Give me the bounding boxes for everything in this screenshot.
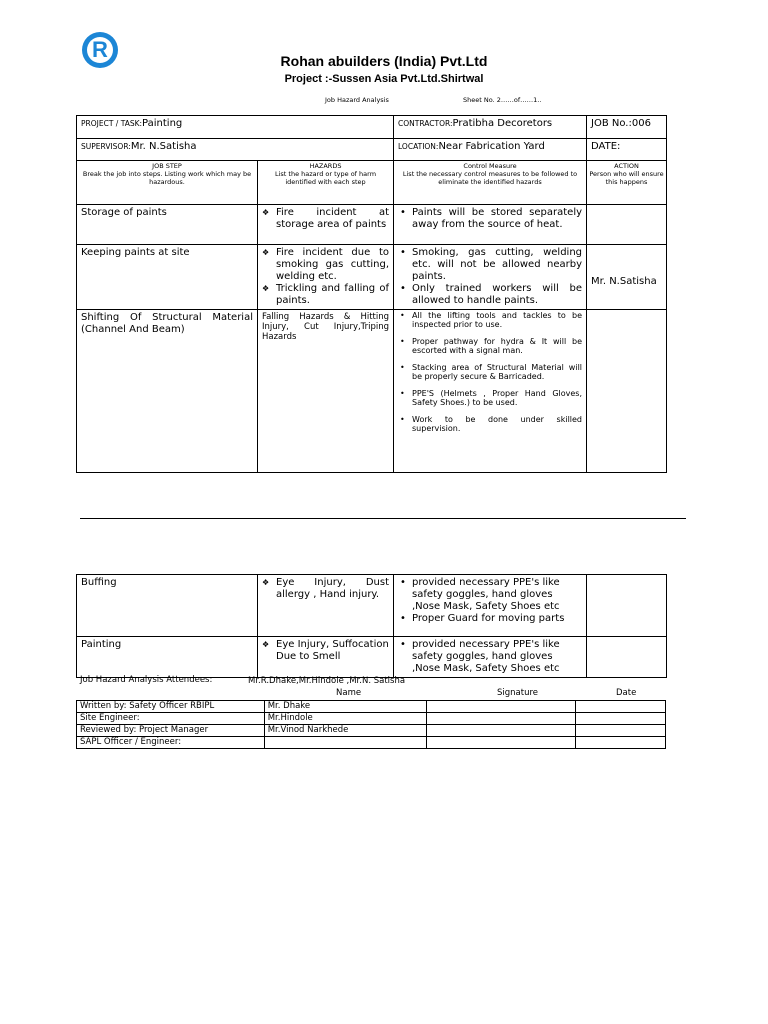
sheet-number: Sheet No. 2……of……1..	[463, 96, 542, 104]
step-buffing: Buffing	[77, 575, 258, 637]
signoff-row: Reviewed by: Project Manager Mr.Vinod Narkhede	[77, 725, 666, 737]
step-storage: Storage of paints	[77, 205, 258, 245]
control-item: • Proper Guard for moving parts	[398, 613, 582, 625]
control-item: • All the lifting tools and tackles to be inspected prior to use.	[398, 312, 582, 329]
signoff-row: Site Engineer: Mr.Hindole	[77, 713, 666, 725]
attendees-value: Mr.R.Dhake,Mr.Hindole ,Mr.N. Satisha	[248, 676, 406, 686]
job-number: JOB No.:006	[587, 116, 667, 139]
signoff-row: Written by: Safety Officer RBIPL Mr. Dhake	[77, 701, 666, 713]
project-title: Project :-Sussen Asia Pvt.Ltd.Shirtwal	[284, 73, 484, 85]
project-task-cell: PROJECT / TASK:Painting	[77, 116, 394, 139]
control-item: • Only trained workers will be allowed to handle paints.	[398, 283, 582, 307]
hazard-item: ❖ Eye Injury, Suffocation Due to Smell	[262, 639, 389, 663]
supervisor-cell: SUPERVISOR:Mr. N.Satisha	[77, 139, 394, 161]
form-subtitle: Job Hazard Analysis	[325, 96, 389, 104]
signoff-row: SAPL Officer / Engineer:	[77, 737, 666, 749]
col-job-step: JOB STEP Break the job into steps. Listing work which may be hazardous.	[77, 161, 258, 205]
page-divider	[80, 518, 686, 519]
date-cell: DATE:	[587, 139, 667, 161]
step-painting: Painting	[77, 637, 258, 678]
location-cell: LOCATION:Near Fabrication Yard	[394, 139, 587, 161]
hazard-item: ❖ Eye Injury, Dust allergy , Hand injury.	[262, 577, 389, 601]
hazard-item: ❖ Fire incident at storage area of paints	[262, 207, 389, 231]
col-action: ACTION Person who will ensure this happens	[587, 161, 667, 205]
step-keeping: Keeping paints at site	[77, 245, 258, 310]
col-control: Control Measure List the necessary control measures to be followed to eliminate the identified hazards	[394, 161, 587, 205]
contractor-cell: CONTRACTOR:Pratibha Decoretors	[394, 116, 587, 139]
control-item: • Paints will be stored separately away from the source of heat.	[398, 207, 582, 231]
hazard-text: Falling Hazards & Hitting Injury, Cut Injury,Triping Hazards	[258, 310, 394, 473]
action-person: Mr. N.Satisha	[587, 245, 667, 310]
control-item: • Smoking, gas cutting, welding etc. will not be allowed nearby paints.	[398, 247, 582, 283]
hazard-table-2	[76, 574, 667, 678]
control-item: • Work to be done under skilled supervision.	[398, 416, 582, 433]
hazard-table	[76, 115, 667, 473]
control-item: • Proper pathway for hydra & It will be escorted with a signal man.	[398, 338, 582, 355]
company-title: Rohan abuilders (India) Pvt.Ltd	[280, 53, 488, 69]
attendees-label: Job Hazard Analysis Attendees:	[80, 675, 213, 685]
control-item: • PPE'S (Helmets , Proper Hand Gloves, Safety Shoes.) to be used.	[398, 390, 582, 407]
hazard-item: ❖ Trickling and falling of paints.	[262, 283, 389, 307]
signoff-header-signature: Signature	[497, 688, 539, 698]
signoff-header-name: Name	[336, 688, 362, 698]
col-hazards: HAZARDS List the hazard or type of harm identified with each step	[258, 161, 394, 205]
signoff-header-date: Date	[616, 688, 637, 698]
company-logo: R	[82, 32, 118, 68]
step-shifting: Shifting Of Structural Material (Channel And Beam)	[77, 310, 258, 473]
control-item: • provided necessary PPE's like safety goggles, hand gloves ,Nose Mask, Safety Shoes etc	[398, 639, 582, 675]
signoff-table	[76, 700, 666, 749]
control-item: • Stacking area of Structural Material will be properly secure & Barricaded.	[398, 364, 582, 381]
hazard-item: ❖ Fire incident due to smoking gas cutting, welding etc.	[262, 247, 389, 283]
control-item: • provided necessary PPE's like safety goggles, hand gloves ,Nose Mask, Safety Shoes etc	[398, 577, 582, 613]
